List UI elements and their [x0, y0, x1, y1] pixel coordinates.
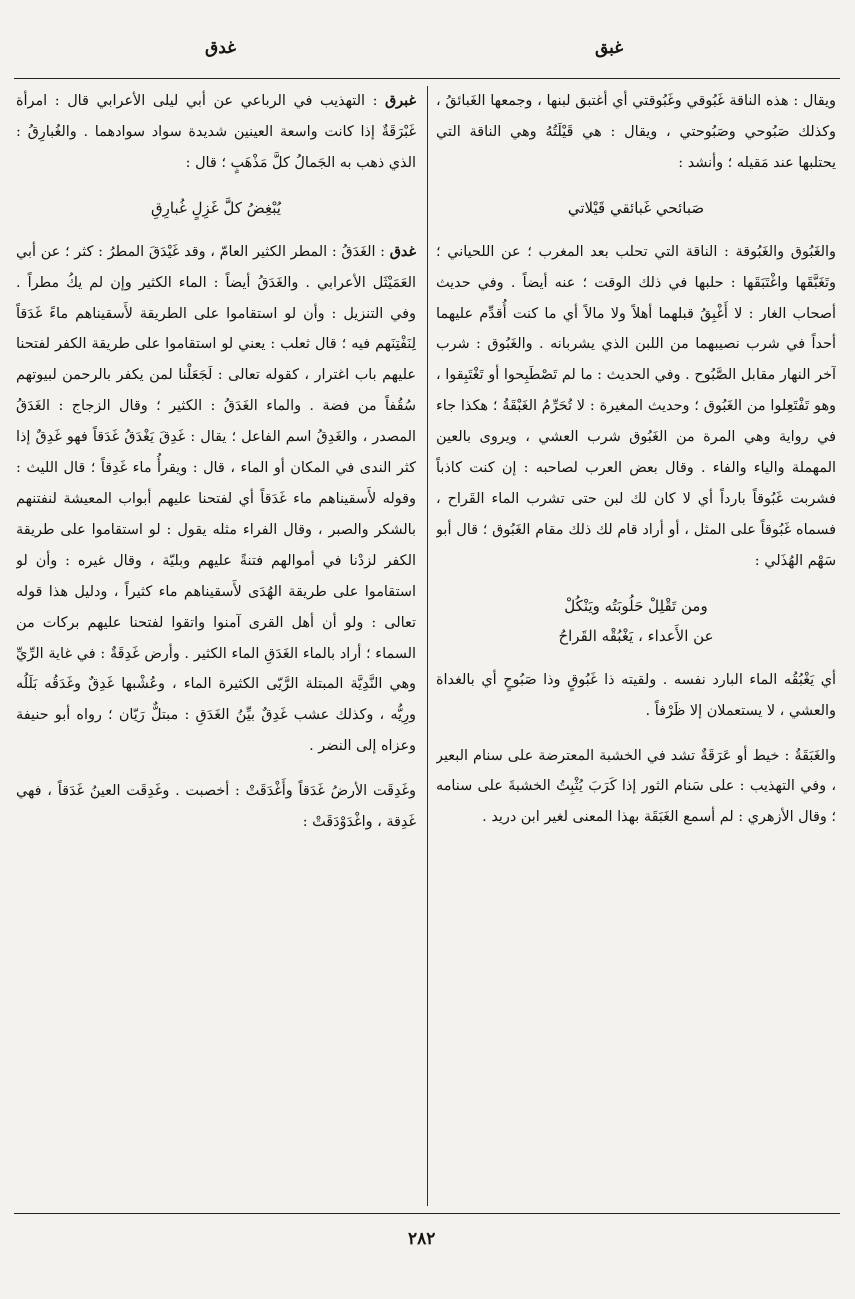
- entry-headword: غبرق: [385, 92, 416, 109]
- entry-paragraph: [16, 86, 416, 179]
- footer-rule: [14, 1213, 840, 1214]
- verse-block: [436, 591, 836, 651]
- paragraph: وغَدِقَت الأرضُ غَدَقاً وأَغْدَقَتْ : أخصبت . وغَدِقَت العينُ غَدَقاً ، فهي غَدِقة ، واغْدَوْدَقَتْ :: [16, 783, 416, 831]
- header-rule: [14, 78, 840, 79]
- verse-block: [16, 193, 416, 223]
- running-header-right: غبق: [595, 38, 624, 58]
- right-column: [436, 86, 836, 1206]
- left-column: [16, 86, 416, 1206]
- entry-paragraph: [16, 237, 416, 762]
- verse-line: ومن تَقْلِلْ حَلُوبَتُه ويَنْكُلْ: [564, 596, 708, 615]
- running-header-left: غدق: [205, 38, 237, 58]
- entry-headword: غدق: [389, 242, 416, 260]
- verse-line: يُبْغِضُ كلَّ غَزِلٍ غُبارِقِ: [151, 198, 281, 217]
- column-divider: [427, 86, 428, 1206]
- paragraph: أي يَغْبُقُه الماء البارد نفسه . ولقيته ذا غَبُوقٍ وذا صَبُوحٍ أي بالغداة والعشي ، لا يستعملان إلا ظَرْفاً .: [436, 671, 836, 719]
- entry-text: : الغَدَقُ : المطر الكثير العامّ ، وقد غَيْدَقَ المطرُ : كثر ؛ عن أبي العَمَيْثَل الأعرابي . والغَدَقُ أيضاً : الماء الكثير وإن لم يكُ مطراً . وفي التنزيل : وأن لو استقاموا على الطريقة لأَسقيناهم ماءً غَدَقاً لِنَفْتِنَهم فيه ؛ قال ثعلب : يعني لو استقاموا على طريقة الكفر لفتحنا عليهم باب اغترار ، كقوله تعالى : لَجَعَلْنا لمن يكفر بالرحمن لبيوتهم سُقُفاً من فضة . والماء الغَدَقُ : الكثير ؛ وقال الزجاج : الغَدَقُ المصدر ، والغَدِقُ اسم الفاعل ؛ يقال : غَدِقَ يَغْدَقُ غَدَقاً فهو غَدِقٌ إذا كثر الندى في المكان أو الماء ، قال : ويقرأُ ماء غَدِقاً ؛ قال الليث : وقوله لأَسقيناهم ماء غَدَقاً أي لفتحنا عليهم أبواب المعيشة لنفتنهم بالشكر والصبر ، وقال الفراء مثله يقول : لو استقاموا على طريقة الكفر لزدْنا في أموالهم فتنةً عليهم وبليّة ، وقال غيره : وأن لو استقاموا على طريقة الهُدَى لأَسقيناهم ماء كثيراً ، ودليل هذا قوله تعالى : ولو أن أهل القرى آمنوا واتقوا لفتحنا عليهم بركات من السماء ؛ أراد بالماء الغَدَقِ الماء الكثير . وأرض غَدِقَةٌ : في غاية الرِّيِّ وهي النَّدِيَّة المبتلة الرَّيّى الكثيرة الماء ، وعُشْبها غَدِقٌ وغَدَقُه بَلَلُه ورِيُّه ، وكذلك عشب غَدِقٌ بيِّنُ الغَدَقِ : مبتلٌّ رَيّان ؛ رواه أبو حنيفة وعزاه إلى النضر .: [16, 243, 416, 755]
- paragraph: ويقال : هذه الناقة غَبُوقي وغَبُوقتي أي أغتبق لبنها ، وجمعها الغَبائقُ ، وكذلك صَبُوحي وصَبُوحتي ، ويقال : هي قَيْلَتُهُ وهي الناقة التي يحتلبها عند مَقيله ؛ وأنشد :: [436, 93, 836, 171]
- paragraph: والغَبَقَةُ : خيط أو عَرَقَةٌ تشد في الخشبة المعترضة على سنام البعير ، وفي التهذيب : على سَنام الثور إذا كَرَبَ يُثْبِتُ الخشبةَ على سنامه ؛ وقال الأزهري : لم أسمع الغَبَقَة بهذا المعنى لغير ابن دريد .: [436, 747, 836, 826]
- entry-text: : التهذيب في الرباعي عن أبي ليلى الأعرابي قال : امرأة غَبْرَقَةٌ إذا كانت واسعة العينين شديدة سواد سوادهما . والغُبارِقُ : الذي ذهب به الجَمالُ كلَّ مَذْهَبٍ ؛ قال :: [16, 93, 416, 171]
- verse-line: عن الأَعداء ، يَغْبُقْه القَراحُ: [558, 626, 714, 645]
- verse-block: [436, 193, 836, 223]
- page-number: ٢٨٢: [408, 1229, 436, 1249]
- paragraph: والغَبُوق والغَبُوقة : الناقة التي تحلب بعد المغرب ؛ عن اللحياني ؛ وتَغَبَّقَها واغْتَبَقَها : حلبها في ذلك الوقت ؛ عنه أيضاً . وفي حديث أصحاب الغار : لا أَغْبِقُ قبلهما أهلاً ولا مالاً أي ما كنت أُقدِّم عليهما أحداً في شرب نصيبهما من اللبن الذي يشربانه . والغَبُوق : شرب آخر النهار مقابل الصَّبُوح . وفي الحديث : ما لم تَصْطَبِحوا أو تَغْتَبِقوا ، وهو تَفْتَعِلوا من الغَبُوق ؛ وحديث المغيرة : لا تُحَرِّمُ الغَبْقَةُ ؛ هكذا جاء في رواية وهي المرة من الغَبُوق شرب العشي ، ويروى بالعين المهملة والياء والفاء . وقال بعض العرب لصاحبه : إن كنت كاذباً فشربت غَبُوقاً بارداً أي لا كان لك لبن حتى تشرب الماء القَراح ، فسماه غَبُوقاً على المثل ، أو أراد قام لك ذلك مقام الغَبُوق ؛ قال أبو سَهْم الهُذَلي :: [436, 243, 836, 569]
- verse-line: صَبائحي غَبائقي قَيْلاتي: [567, 198, 705, 217]
